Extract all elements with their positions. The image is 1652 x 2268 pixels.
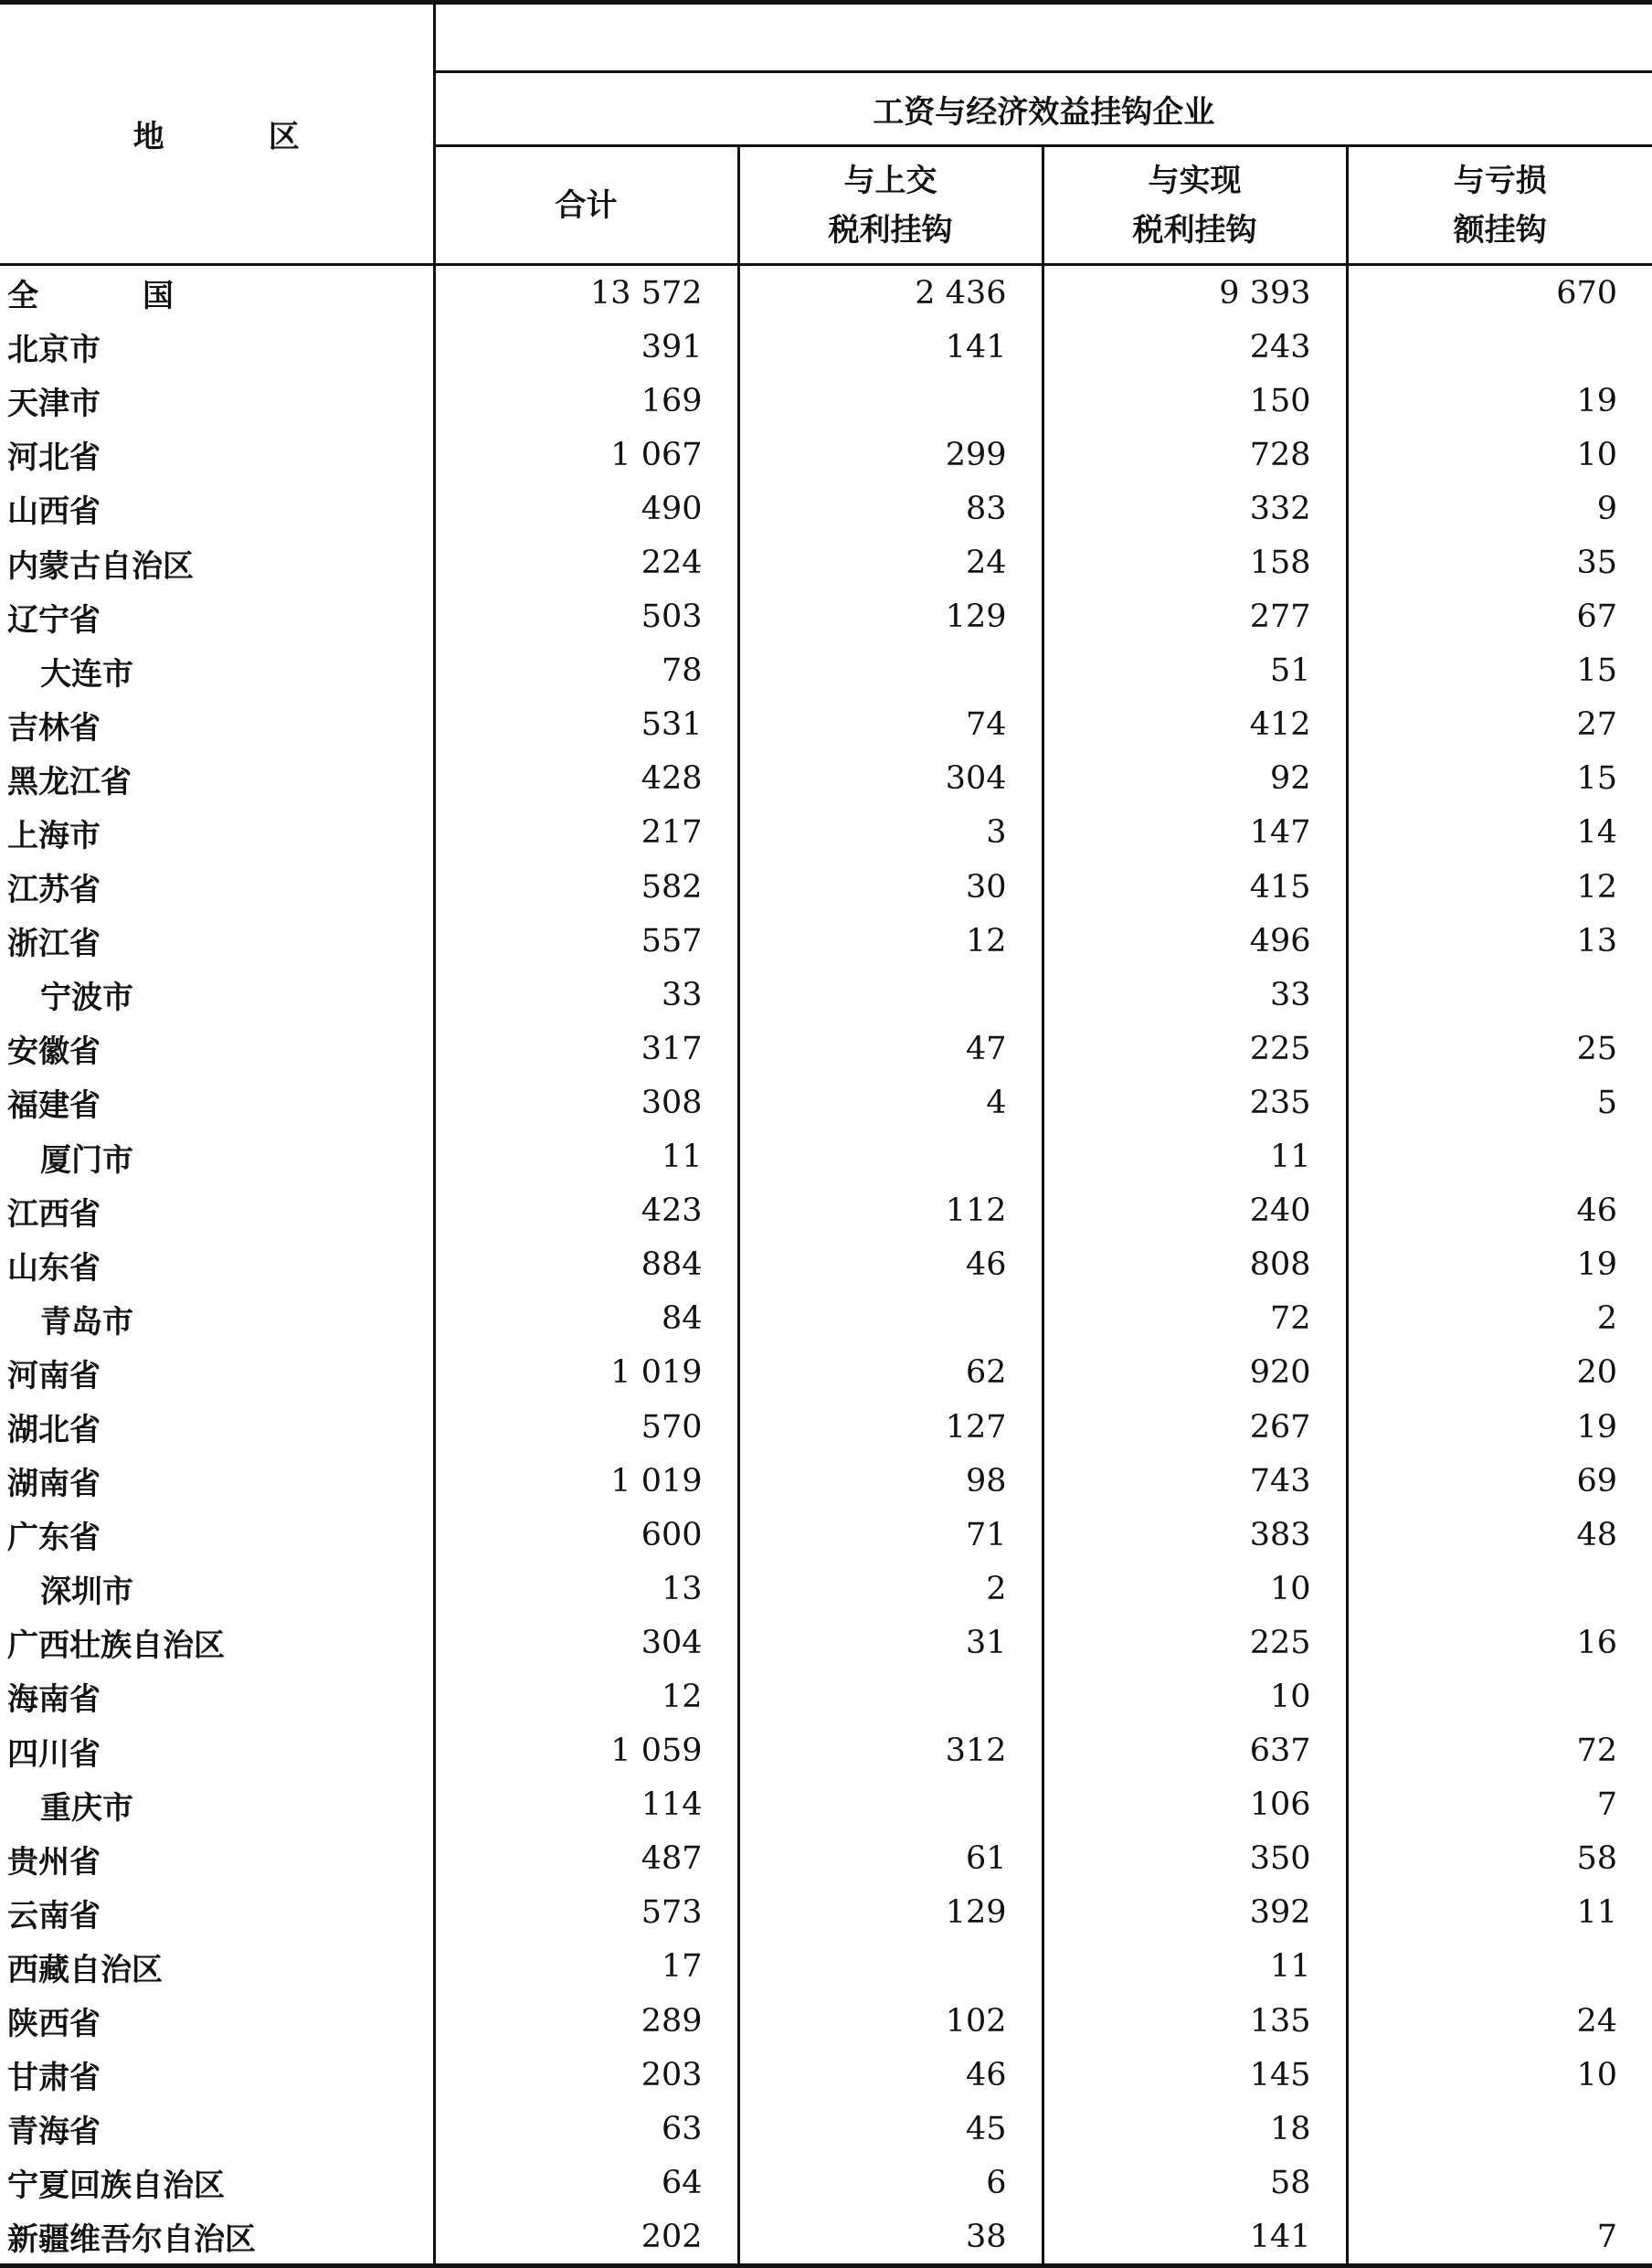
- region-name-cell: 大连市: [40, 655, 133, 693]
- group-column-header: 工资与经济效益挂钩企业: [434, 72, 1652, 146]
- table-row: [0, 1724, 1652, 1778]
- region-name-cell: 山东省: [7, 1249, 101, 1287]
- table-row: [0, 860, 1652, 914]
- remitted-tax-cell: 112: [738, 1184, 1043, 1238]
- total-cell: 531: [434, 698, 738, 752]
- realized-tax-cell: 11: [1043, 1940, 1347, 1994]
- total-cell: 573: [434, 1886, 738, 1940]
- loss-cell: 69: [1347, 1454, 1652, 1508]
- region-name-cell: 辽宁省: [7, 601, 101, 639]
- realized-tax-cell: 9 393: [1043, 265, 1347, 321]
- table-row: [0, 2210, 1652, 2266]
- total-cell: 63: [434, 2102, 738, 2156]
- realized-tax-cell: 135: [1043, 1994, 1347, 2048]
- realized-tax-cell: 415: [1043, 860, 1347, 914]
- loss-cell: [1347, 1130, 1652, 1184]
- realized-tax-cell: 383: [1043, 1508, 1347, 1562]
- total-cell: 12: [434, 1669, 738, 1723]
- total-cell: 308: [434, 1076, 738, 1129]
- region-name-cell: 宁夏回族自治区: [7, 2167, 225, 2205]
- total-cell: 391: [434, 320, 738, 374]
- table-row: [0, 2048, 1652, 2102]
- remitted-tax-cell: [738, 1778, 1043, 1832]
- total-cell: 64: [434, 2156, 738, 2210]
- remitted-tax-cell: [738, 968, 1043, 1022]
- realized-tax-cell: 225: [1043, 1022, 1347, 1076]
- remitted-tax-cell: 71: [738, 1508, 1043, 1562]
- loss-cell: 13: [1347, 914, 1652, 968]
- loss-cell: [1347, 968, 1652, 1022]
- loss-cell: 15: [1347, 752, 1652, 806]
- region-name-cell: 厦门市: [40, 1141, 133, 1179]
- realized-tax-cell: 92: [1043, 752, 1347, 806]
- table-row: [0, 2102, 1652, 2156]
- total-cell: 11: [434, 1130, 738, 1184]
- realized-tax-cell: 150: [1043, 374, 1347, 428]
- realized-tax-cell: 637: [1043, 1724, 1347, 1778]
- remitted-tax-cell: 2: [738, 1562, 1043, 1616]
- realized-tax-cell: 225: [1043, 1616, 1347, 1669]
- remitted-tax-cell: 83: [738, 482, 1043, 535]
- table-row: [0, 1076, 1652, 1129]
- loss-cell: [1347, 2156, 1652, 2210]
- realized-tax-cell: 145: [1043, 2048, 1347, 2102]
- loss-cell: 7: [1347, 1778, 1652, 1832]
- table-header: [0, 3, 1652, 265]
- table-row: [0, 1994, 1652, 2048]
- table-row: [0, 1130, 1652, 1184]
- region-name-cell: 四川省: [7, 1735, 101, 1773]
- total-cell: 582: [434, 860, 738, 914]
- total-cell: 217: [434, 806, 738, 860]
- region-name-cell: 全 国: [7, 278, 210, 315]
- region-name-cell: 河南省: [7, 1357, 101, 1394]
- remitted-tax-cell: 3: [738, 806, 1043, 860]
- region-name-cell: 贵州省: [7, 1843, 101, 1881]
- table-row: [0, 320, 1652, 374]
- total-cell: 884: [434, 1238, 738, 1292]
- loss-cell: 35: [1347, 535, 1652, 589]
- realized-tax-cell: 743: [1043, 1454, 1347, 1508]
- table-row: [0, 1778, 1652, 1832]
- remitted-tax-cell: 4: [738, 1076, 1043, 1129]
- remitted-tax-cell: 30: [738, 860, 1043, 914]
- total-cell: 202: [434, 2210, 738, 2266]
- region-name-cell: 云南省: [7, 1897, 101, 1934]
- table-row: [0, 2156, 1652, 2210]
- region-name-cell: 湖北省: [7, 1412, 101, 1449]
- region-name-cell: 青海省: [7, 2114, 101, 2151]
- remitted-tax-cell: 46: [738, 2048, 1043, 2102]
- region-name-cell: 甘肃省: [7, 2060, 101, 2097]
- remitted-tax-cell: 312: [738, 1724, 1043, 1778]
- table-row: [0, 265, 1652, 321]
- region-name-cell: 山西省: [7, 493, 101, 531]
- table-row: [0, 1940, 1652, 1994]
- realized-tax-cell: 332: [1043, 482, 1347, 535]
- realized-tax-cell: 58: [1043, 2156, 1347, 2210]
- region-name-cell: 陕西省: [7, 2006, 101, 2043]
- total-cell: 84: [434, 1292, 738, 1346]
- total-cell: 570: [434, 1400, 738, 1454]
- total-cell: 487: [434, 1832, 738, 1886]
- realized-tax-cell: 240: [1043, 1184, 1347, 1238]
- remitted-tax-cell: 46: [738, 1238, 1043, 1292]
- realized-tax-cell: 33: [1043, 968, 1347, 1022]
- remitted-tax-cell: 24: [738, 535, 1043, 589]
- table-row: [0, 1508, 1652, 1562]
- total-cell: 1 067: [434, 428, 738, 482]
- table-row: [0, 1832, 1652, 1886]
- realized-tax-cell: 235: [1043, 1076, 1347, 1129]
- remitted-tax-cell: 62: [738, 1346, 1043, 1400]
- table-row: [0, 752, 1652, 806]
- remitted-tax-cell: 98: [738, 1454, 1043, 1508]
- remitted-tax-cell: [738, 644, 1043, 698]
- loss-cell: 11: [1347, 1886, 1652, 1940]
- remitted-tax-cell: 47: [738, 1022, 1043, 1076]
- table-row: [0, 968, 1652, 1022]
- remitted-tax-cell: 127: [738, 1400, 1043, 1454]
- header-blank-band: [434, 3, 1652, 72]
- loss-cell: 15: [1347, 644, 1652, 698]
- loss-cell: 12: [1347, 860, 1652, 914]
- column-header-remitted-tax: 与上交 税利挂钩: [738, 146, 1043, 265]
- region-name-cell: 福建省: [7, 1087, 101, 1125]
- remitted-tax-cell: 2 436: [738, 265, 1043, 321]
- realized-tax-cell: 277: [1043, 590, 1347, 644]
- realized-tax-cell: 10: [1043, 1669, 1347, 1723]
- column-header-total: 合计: [434, 146, 738, 265]
- total-cell: 78: [434, 644, 738, 698]
- loss-cell: 14: [1347, 806, 1652, 860]
- table-row: [0, 1400, 1652, 1454]
- total-cell: 203: [434, 2048, 738, 2102]
- total-cell: 490: [434, 482, 738, 535]
- realized-tax-cell: 808: [1043, 1238, 1347, 1292]
- total-cell: 600: [434, 1508, 738, 1562]
- table-row: [0, 535, 1652, 589]
- region-name-cell: 河北省: [7, 440, 101, 477]
- remitted-tax-cell: 102: [738, 1994, 1043, 2048]
- loss-cell: 46: [1347, 1184, 1652, 1238]
- region-name-cell: 青岛市: [40, 1303, 133, 1341]
- region-name-cell: 安徽省: [7, 1033, 101, 1071]
- remitted-tax-cell: [738, 1669, 1043, 1723]
- table-row: [0, 1616, 1652, 1669]
- remitted-tax-cell: 129: [738, 590, 1043, 644]
- realized-tax-cell: 51: [1043, 644, 1347, 698]
- region-name-cell: 深圳市: [40, 1574, 133, 1611]
- loss-cell: 2: [1347, 1292, 1652, 1346]
- total-cell: 17: [434, 1940, 738, 1994]
- table-row: [0, 1886, 1652, 1940]
- loss-cell: 25: [1347, 1022, 1652, 1076]
- region-name-cell: 广东省: [7, 1520, 101, 1557]
- remitted-tax-cell: 299: [738, 428, 1043, 482]
- total-cell: 1 019: [434, 1454, 738, 1508]
- total-cell: 1 019: [434, 1346, 738, 1400]
- realized-tax-cell: 267: [1043, 1400, 1347, 1454]
- total-cell: 428: [434, 752, 738, 806]
- total-cell: 304: [434, 1616, 738, 1669]
- loss-cell: [1347, 1940, 1652, 1994]
- loss-cell: 48: [1347, 1508, 1652, 1562]
- total-cell: 423: [434, 1184, 738, 1238]
- loss-cell: [1347, 2102, 1652, 2156]
- remitted-tax-cell: 74: [738, 698, 1043, 752]
- region-name-cell: 重庆市: [40, 1789, 133, 1827]
- table-row: [0, 428, 1652, 482]
- region-name-cell: 上海市: [7, 817, 101, 854]
- loss-cell: 9: [1347, 482, 1652, 535]
- loss-cell: [1347, 1562, 1652, 1616]
- loss-cell: 16: [1347, 1616, 1652, 1669]
- table-body: [0, 265, 1652, 2266]
- total-cell: 557: [434, 914, 738, 968]
- remitted-tax-cell: 61: [738, 1832, 1043, 1886]
- remitted-tax-cell: 6: [738, 2156, 1043, 2210]
- region-name-cell: 江西省: [7, 1195, 101, 1233]
- remitted-tax-cell: [738, 1292, 1043, 1346]
- realized-tax-cell: 412: [1043, 698, 1347, 752]
- remitted-tax-cell: 12: [738, 914, 1043, 968]
- loss-cell: 10: [1347, 428, 1652, 482]
- loss-cell: 19: [1347, 374, 1652, 428]
- table-row: [0, 698, 1652, 752]
- table-row: [0, 914, 1652, 968]
- total-cell: 169: [434, 374, 738, 428]
- region-name-cell: 北京市: [7, 332, 101, 369]
- realized-tax-cell: 11: [1043, 1130, 1347, 1184]
- loss-cell: 20: [1347, 1346, 1652, 1400]
- realized-tax-cell: 141: [1043, 2210, 1347, 2266]
- realized-tax-cell: 920: [1043, 1346, 1347, 1400]
- table-row: [0, 1292, 1652, 1346]
- remitted-tax-cell: [738, 374, 1043, 428]
- total-cell: 1 059: [434, 1724, 738, 1778]
- remitted-tax-cell: 304: [738, 752, 1043, 806]
- realized-tax-cell: 106: [1043, 1778, 1347, 1832]
- loss-cell: 24: [1347, 1994, 1652, 2048]
- table-row: [0, 1184, 1652, 1238]
- table-row: [0, 1346, 1652, 1400]
- loss-cell: [1347, 320, 1652, 374]
- region-name-cell: 宁波市: [40, 980, 133, 1017]
- remitted-tax-cell: 45: [738, 2102, 1043, 2156]
- loss-cell: 7: [1347, 2210, 1652, 2266]
- loss-cell: 19: [1347, 1238, 1652, 1292]
- region-name-cell: 内蒙古自治区: [7, 547, 194, 585]
- region-name-cell: 黑龙江省: [7, 763, 132, 800]
- loss-cell: [1347, 1669, 1652, 1723]
- realized-tax-cell: 496: [1043, 914, 1347, 968]
- region-name-cell: 海南省: [7, 1681, 101, 1719]
- total-cell: 13: [434, 1562, 738, 1616]
- table-row: [0, 590, 1652, 644]
- column-header-realized-tax: 与实现 税利挂钩: [1043, 146, 1347, 265]
- loss-cell: 10: [1347, 2048, 1652, 2102]
- total-cell: 503: [434, 590, 738, 644]
- region-name-cell: 湖南省: [7, 1466, 101, 1503]
- total-cell: 33: [434, 968, 738, 1022]
- table-row: [0, 1562, 1652, 1616]
- remitted-tax-cell: 129: [738, 1886, 1043, 1940]
- realized-tax-cell: 72: [1043, 1292, 1347, 1346]
- remitted-tax-cell: [738, 1130, 1043, 1184]
- region-name-cell: 新疆维吾尔自治区: [0, 2210, 434, 2266]
- region-name-cell: 天津市: [7, 386, 101, 423]
- region-name-cell: 西藏自治区: [7, 1951, 163, 1988]
- region-name-cell: 吉林省: [7, 709, 101, 747]
- region-name-cell: 江苏省: [7, 872, 101, 909]
- remitted-tax-cell: [738, 1940, 1043, 1994]
- table-row: [0, 1454, 1652, 1508]
- realized-tax-cell: 350: [1043, 1832, 1347, 1886]
- region-column-header: 地 区: [0, 3, 434, 265]
- table-row: [0, 1022, 1652, 1076]
- realized-tax-cell: 10: [1043, 1562, 1347, 1616]
- region-name-cell: 浙江省: [7, 926, 101, 963]
- total-cell: 289: [434, 1994, 738, 2048]
- loss-cell: 67: [1347, 590, 1652, 644]
- table-row: [0, 482, 1652, 535]
- loss-cell: 19: [1347, 1400, 1652, 1454]
- realized-tax-cell: 728: [1043, 428, 1347, 482]
- remitted-tax-cell: 31: [738, 1616, 1043, 1669]
- region-name-cell: 广西壮族自治区: [7, 1627, 225, 1665]
- realized-tax-cell: 392: [1043, 1886, 1347, 1940]
- total-cell: 114: [434, 1778, 738, 1832]
- total-cell: 317: [434, 1022, 738, 1076]
- realized-tax-cell: 243: [1043, 320, 1347, 374]
- total-cell: 224: [434, 535, 738, 589]
- loss-cell: 5: [1347, 1076, 1652, 1129]
- table-row: [0, 644, 1652, 698]
- realized-tax-cell: 18: [1043, 2102, 1347, 2156]
- table-row: [0, 806, 1652, 860]
- table-row: [0, 1669, 1652, 1723]
- table-row: [0, 1238, 1652, 1292]
- remitted-tax-cell: 38: [738, 2210, 1043, 2266]
- remitted-tax-cell: 141: [738, 320, 1043, 374]
- total-cell: 13 572: [434, 265, 738, 321]
- loss-cell: 27: [1347, 698, 1652, 752]
- realized-tax-cell: 147: [1043, 806, 1347, 860]
- table-row: [0, 374, 1652, 428]
- loss-cell: 670: [1347, 265, 1652, 321]
- realized-tax-cell: 158: [1043, 535, 1347, 589]
- column-header-loss: 与亏损 额挂钩: [1347, 146, 1652, 265]
- loss-cell: 58: [1347, 1832, 1652, 1886]
- loss-cell: 72: [1347, 1724, 1652, 1778]
